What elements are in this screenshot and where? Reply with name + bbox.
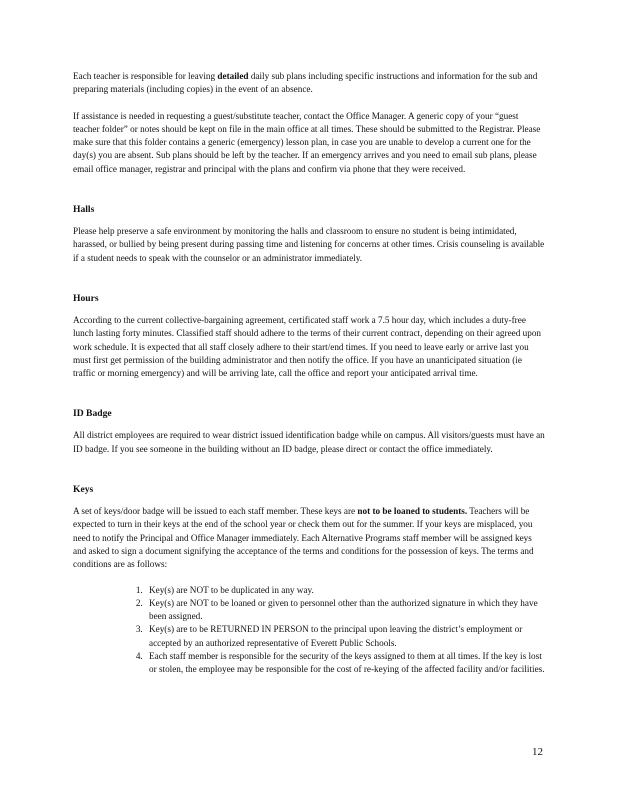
keys-bold-text: not to be loaned to students. <box>357 506 468 517</box>
hours-paragraph: According to the current collective-bargaining agreement, certificated staff work a 7.5 hour day, which includes a duty-free lunch lasting forty minutes. Classified staff should adhere to the terms of their current contract, depending on their agreed upon work schedule. It is expected that all staff closely adhere to their start/end times. If you need to leave early or arrive last you must first get permission of the building administrator and then notify the office. If you have an unanticipated situation (ie traffic or morning emergency) and will be arriving late, call the office and report your anticipated arrival time. <box>73 314 542 379</box>
keys-paragraph <box>73 505 545 571</box>
hours-section <box>73 292 545 380</box>
list-item: 1. Key(s) are NOT to be duplicated in any way. <box>145 584 545 597</box>
document-page <box>73 70 545 677</box>
list-item: 2. Key(s) are NOT to be loaned or given to personnel other than the authorized signature in which they have been assigned. <box>145 597 545 624</box>
intro-paragraph-1 <box>73 70 545 97</box>
idbadge-heading: ID Badge <box>73 408 112 420</box>
idbadge-paragraph: All district employees are required to wear district issued identification badge while on campus. All visitors/guests must have an ID badge. If you see someone in the building without an ID badge, please direct or contact the office immediately. <box>73 430 545 454</box>
halls-heading: Halls <box>73 204 95 216</box>
list-item: 4. Each staff member is responsible for the security of the keys assigned to them at all times. If the key is lost or stolen, the employee may be responsible for the cost of re-keying of the affected facility and/or facilities. <box>145 650 545 677</box>
halls-section <box>73 203 545 265</box>
intro-text-b: daily sub plans including specific instructions and information for the sub and preparing materials (including copies) in the event of an absence. <box>73 71 538 95</box>
idbadge-section <box>73 407 545 456</box>
list-item: 3. Key(s) are to be RETURNED IN PERSON to the principal upon leaving the district’s employment or accepted by an authorized representative of Everett Public Schools. <box>145 623 545 650</box>
keys-text-a: A set of keys/door badge will be issued to each staff member. These keys are <box>73 506 358 517</box>
keys-terms-list <box>73 584 545 677</box>
intro-paragraph-2: If assistance is needed in requesting a guest/substitute teacher, contact the Office Manager. A generic copy of your “guest teacher folder” or notes should be kept on file in the main office at all times. These should be submitted to the Registrar. Please make sure that this folder contains a generic (emergency) lesson plan, in case you are unable to develop a current one for the day(s) you are absent. Sub plans should be left by the teacher. If an emergency arrives and you need to email sub plans, please email office manager, registrar and principal with the plans and confirm via phone that they were received. <box>73 110 541 174</box>
intro-text-a: Each teacher is responsible for leaving <box>73 71 218 81</box>
hours-heading: Hours <box>73 292 99 304</box>
halls-paragraph: Please help preserve a safe environment by monitoring the halls and classroom to ensure no student is being intimidated, harassed, or bullied by being present during passing time and listening for concerns at other times. Crisis counseling is available if a student needs to speak with the counselor or an administrator immediately. <box>73 226 545 263</box>
keys-section <box>73 483 545 677</box>
keys-heading: Keys <box>73 484 94 496</box>
intro-bold-text: detailed <box>217 71 249 81</box>
page-number: 12 <box>532 746 543 758</box>
keys-text-b: Teachers will be expected to turn in their keys at the end of the school year or check them out for the summer. If your keys are misplaced, you need to notify the Principal and Office Manager immediately. Each Alternative Programs staff member will be assigned keys and asked to sign a document signifying the acceptance of the terms and conditions for the possession of keys. The terms and conditions are as follows: <box>73 506 534 570</box>
